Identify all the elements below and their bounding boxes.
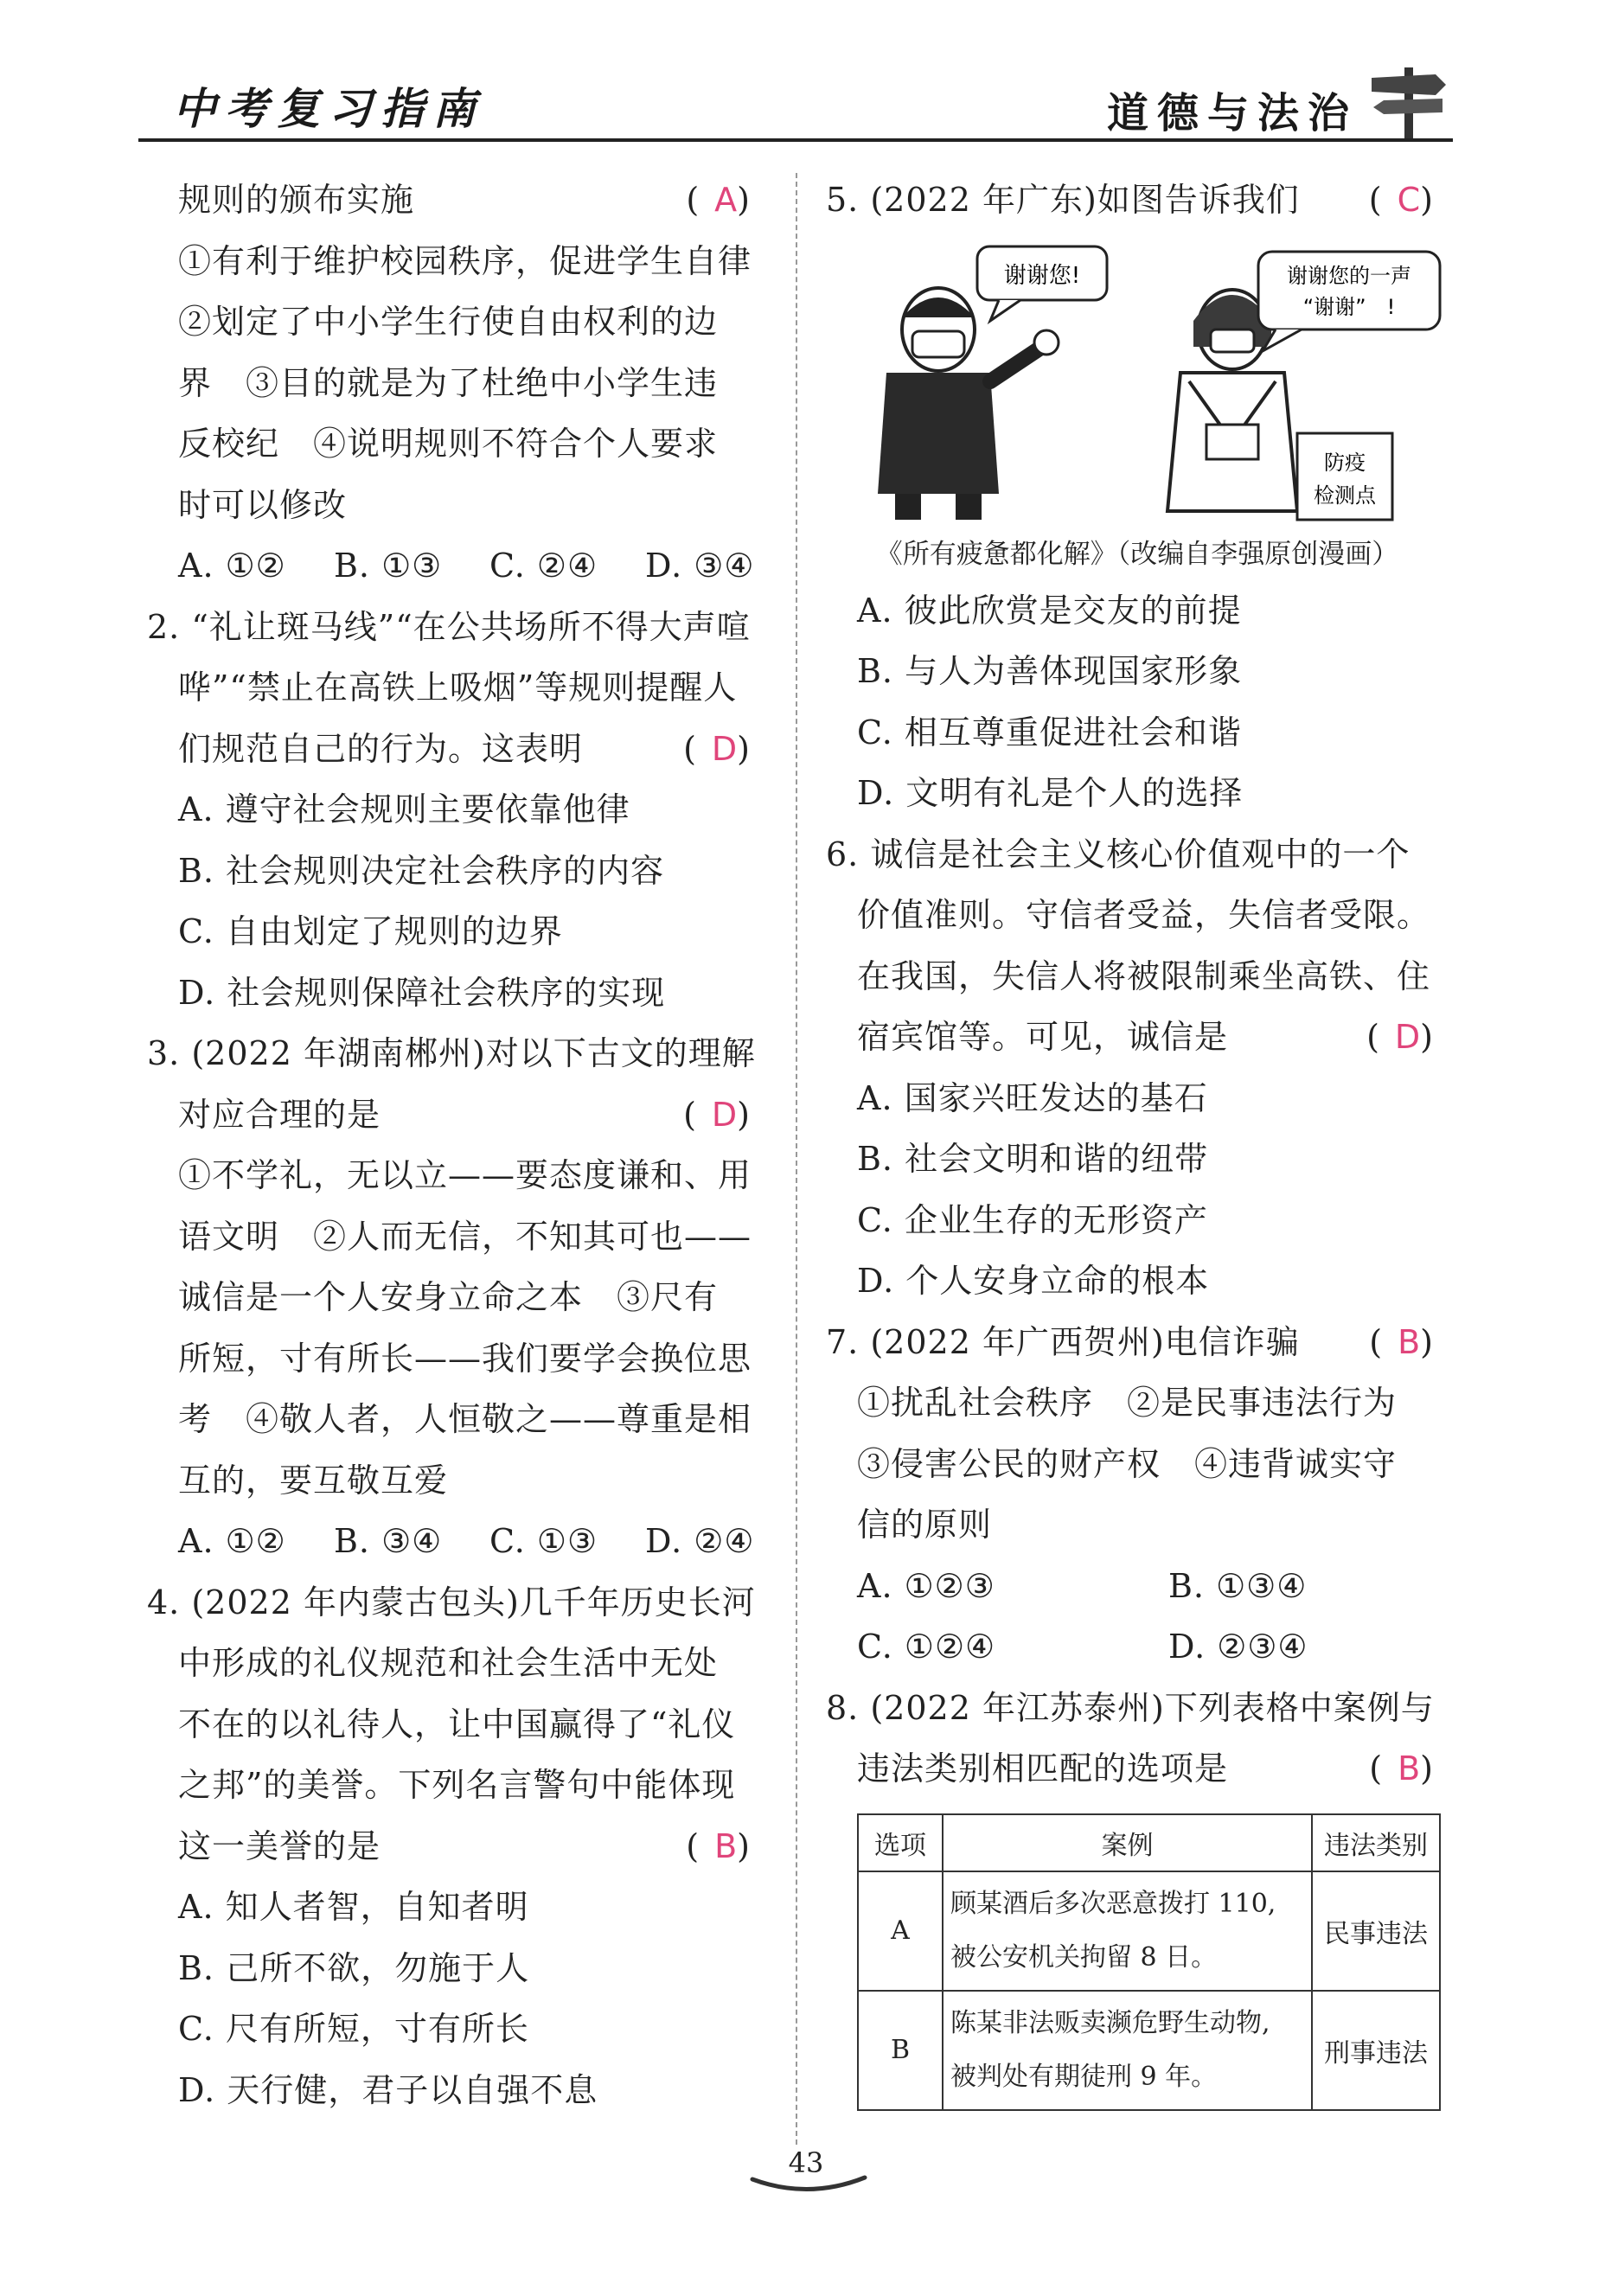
- options-row: [147, 535, 765, 597]
- statement-line: 语文明 ②人而无信，不知其可也——: [178, 1217, 752, 1256]
- question-stem: 规则的颁布实施 (A): [147, 169, 765, 231]
- option-b: B. 与人为善体现国家形象: [857, 652, 1243, 690]
- case-table: [857, 1813, 1441, 2111]
- answer-letter: A: [714, 181, 738, 219]
- option-a: A. 国家兴旺发达的基石: [857, 1078, 1208, 1117]
- bubble-right-text-1: 谢谢您的一声: [1287, 263, 1411, 288]
- answer-bracket: (D): [683, 1095, 765, 1134]
- signpost-icon: [1366, 62, 1453, 140]
- page-number: 43: [788, 2146, 824, 2179]
- option-a: A. 知人者智，自知者明: [178, 1888, 529, 1926]
- options-row: [826, 1616, 1449, 1678]
- answer-letter: D: [1394, 1018, 1421, 1056]
- answer-letter: C: [1397, 181, 1421, 219]
- answer-letter: D: [711, 1095, 738, 1134]
- cartoon-illustration: [826, 234, 1449, 528]
- header-category: 违法类别: [1312, 1814, 1440, 1871]
- question-line: 中形成的礼仪规范和社会生活中无处: [178, 1644, 719, 1682]
- right-column: [826, 169, 1449, 2111]
- option-a: A. ①②: [178, 1522, 286, 1560]
- option-d: D. ②④: [645, 1522, 755, 1560]
- question-line: 对应合理的是 (D): [147, 1084, 765, 1146]
- table-row: [858, 1991, 1440, 2110]
- row-case: 顾某酒后多次恶意拨打 110, 被公安机关拘留 8 日。: [943, 1871, 1312, 1991]
- option-a: A. ①②③: [857, 1566, 995, 1605]
- option-b: B. ③④: [334, 1522, 443, 1560]
- row-category: 民事违法: [1312, 1871, 1440, 1991]
- option-c: C. ①②④: [857, 1628, 996, 1666]
- option-b: B. 社会文明和谐的纽带: [857, 1140, 1209, 1178]
- option-d: D. 文明有礼是个人的选择: [857, 774, 1244, 812]
- question-line: 2. “礼让斑马线”“在公共场所不得大声喧: [147, 607, 751, 646]
- option-c: C. 企业生存的无形资产: [857, 1200, 1208, 1239]
- option-d: D. 个人安身立命的根本: [857, 1262, 1210, 1300]
- answer-letter: B: [1398, 1322, 1421, 1361]
- bubble-left-text: 谢谢您!: [1003, 262, 1081, 289]
- statement-line: 信的原则: [857, 1506, 993, 1544]
- question-line: 3. (2022 年湖南郴州)对以下古文的理解: [147, 1034, 756, 1072]
- answer-bracket: (C): [1368, 181, 1449, 219]
- option-b: B. ①③: [334, 547, 443, 585]
- question-line: 哗”“禁止在高铁上吸烟”等规则提醒人: [178, 668, 738, 707]
- option-d: D. ②③④: [1168, 1628, 1308, 1666]
- answer-bracket: (D): [1366, 1018, 1449, 1056]
- left-column: [147, 169, 765, 2120]
- question-line: 4. (2022 年内蒙古包头)几千年历史长河: [147, 1583, 756, 1621]
- option-c: C. 自由划定了规则的边界: [178, 912, 563, 950]
- header-rule: [138, 138, 1453, 142]
- question-line: 7. (2022 年广西贺州)电信诈骗 (B): [826, 1312, 1449, 1373]
- answer-letter: D: [711, 729, 738, 768]
- statement-line: 考 ④敬人者，人恒敬之——尊重是相: [178, 1400, 752, 1438]
- option-c: C. 相互尊重促进社会和谐: [857, 713, 1242, 751]
- statement-line: ①不学礼，无以立——要态度谦和、用: [178, 1156, 752, 1194]
- cartoon-caption: 《所有疲惫都化解》（改编自李强原创漫画）: [875, 538, 1399, 570]
- cartoon-drawing: [826, 234, 1449, 528]
- statement-line: 诚信是一个人安身立命之本 ③尺有: [178, 1278, 719, 1316]
- option-c: C. ①③: [489, 1522, 598, 1560]
- row-category: 刑事违法: [1312, 1991, 1440, 2110]
- subject-title: 道德与法治: [1106, 89, 1358, 138]
- option-d: D. 天行健，君子以自强不息: [178, 2070, 598, 2109]
- option-d: D. ③④: [645, 547, 755, 585]
- question-line: 在我国，失信人将被限制乘坐高铁、住: [857, 956, 1431, 995]
- question-line: 价值准则。守信者受益，失信者受限。: [857, 896, 1431, 934]
- header-case: 案例: [943, 1814, 1312, 1871]
- question-line: 违法类别相匹配的选项是 (B): [826, 1738, 1449, 1800]
- answer-bracket: (D): [683, 729, 765, 768]
- statement-line: 界 ③目的就是为了杜绝中小学生违: [178, 363, 719, 402]
- option-b: B. 己所不欲，勿施于人: [178, 1948, 530, 1987]
- question-line: 6. 诚信是社会主义核心价值观中的一个: [826, 835, 1410, 873]
- header-option: 选项: [858, 1814, 943, 1871]
- statement-line: ②划定了中小学生行使自由权利的边: [178, 303, 719, 341]
- question-line: 宿宾馆等。可见，诚信是 (D): [826, 1007, 1449, 1068]
- page-header: [138, 67, 1453, 137]
- option-a: A. ①②: [178, 547, 286, 585]
- sign-text-2: 检测点: [1314, 483, 1376, 508]
- column-divider: [796, 173, 797, 2145]
- row-option: B: [858, 1991, 943, 2110]
- statement-line: ①扰乱社会秩序 ②是民事违法行为: [857, 1384, 1398, 1422]
- statement-line: 所短，寸有所长——我们要学会换位思: [178, 1339, 752, 1378]
- question-line: 之邦”的美誉。下列名言警句中能体现: [178, 1766, 736, 1804]
- answer-bracket: (A): [686, 181, 765, 219]
- option-c: C. ②④: [489, 547, 598, 585]
- options-row: [147, 1511, 765, 1572]
- swoosh-icon: [744, 2171, 873, 2197]
- answer-letter: B: [714, 1826, 738, 1865]
- option-b: B. 社会规则决定社会秩序的内容: [178, 851, 665, 890]
- option-b: B. ①③④: [1168, 1566, 1308, 1605]
- bubble-right-text-2: “谢谢” !: [1302, 294, 1396, 319]
- question-line: 5. (2022 年广东)如图告诉我们 (C): [826, 169, 1449, 231]
- row-case: 陈某非法贩卖濒危野生动物, 被判处有期徒刑 9 年。: [943, 1991, 1312, 2110]
- table-header-row: [858, 1814, 1440, 1871]
- statement-line: ①有利于维护校园秩序，促进学生自律: [178, 241, 752, 280]
- answer-letter: B: [1398, 1749, 1421, 1788]
- question-line: 这一美誉的是 (B): [147, 1816, 765, 1877]
- answer-bracket: (B): [1369, 1322, 1449, 1361]
- book-title: 中考复习指南: [173, 83, 484, 134]
- table-row: [858, 1871, 1440, 1991]
- answer-bracket: (B): [1369, 1749, 1449, 1788]
- option-c: C. 尺有所短，寸有所长: [178, 2010, 529, 2048]
- row-option: A: [858, 1871, 943, 1991]
- question-line: 们规范自己的行为。这表明 (D): [147, 719, 765, 780]
- option-a: A. 彼此欣赏是交友的前提: [857, 591, 1242, 630]
- statement-line: ③侵害公民的财产权 ④违背诚实守: [857, 1444, 1398, 1483]
- option-d: D. 社会规则保障社会秩序的实现: [178, 973, 666, 1012]
- question-line: 8. (2022 年江苏泰州)下列表格中案例与: [826, 1688, 1435, 1727]
- sign-text-1: 防疫: [1324, 450, 1366, 475]
- question-line: 不在的以礼待人，让中国赢得了“礼仪: [178, 1704, 736, 1743]
- options-row: [826, 1556, 1449, 1617]
- statement-line: 时可以修改: [178, 485, 348, 524]
- statement-line: 互的，要互敬互爱: [178, 1461, 449, 1500]
- answer-bracket: (B): [686, 1826, 765, 1865]
- option-a: A. 遵守社会规则主要依靠他律: [178, 790, 630, 828]
- statement-line: 反校纪 ④说明规则不符合个人要求: [178, 425, 719, 463]
